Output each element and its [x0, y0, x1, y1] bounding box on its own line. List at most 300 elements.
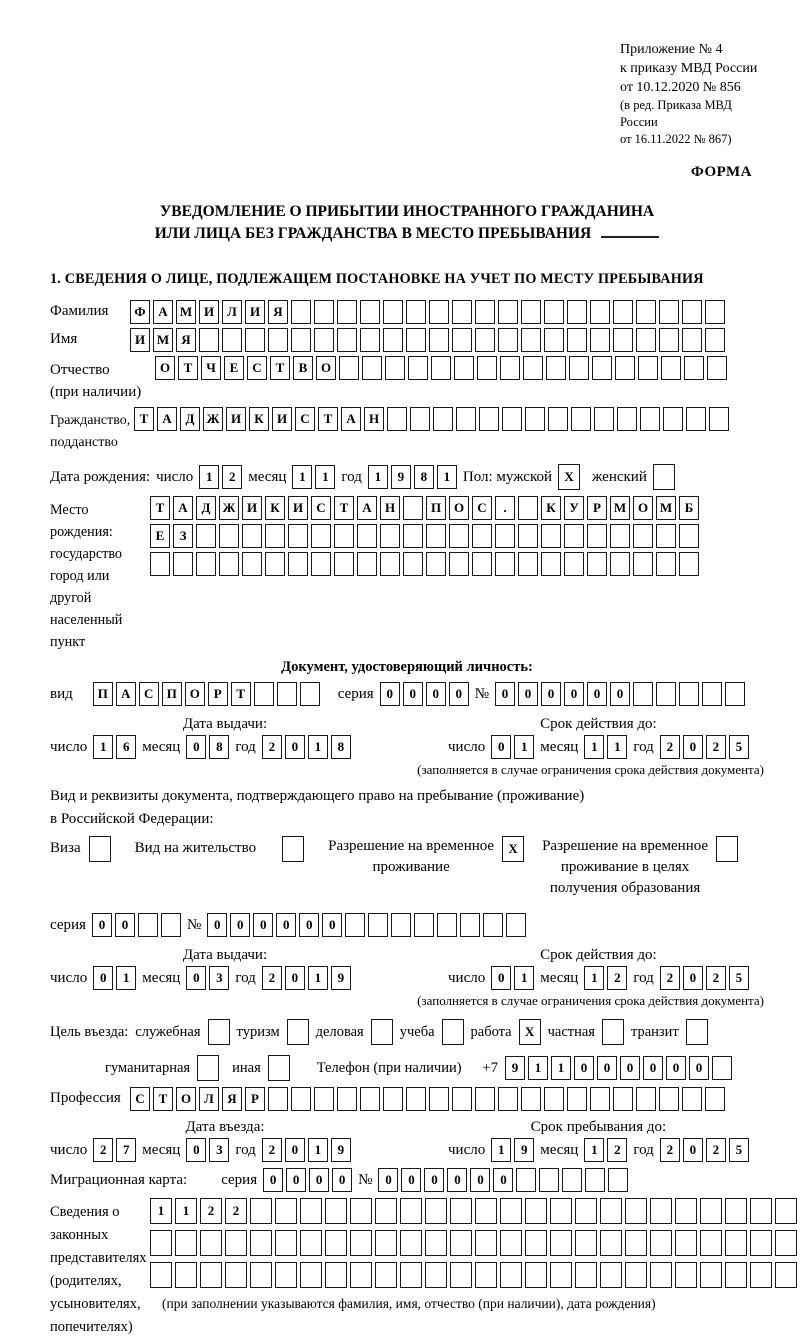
form-cell[interactable] [406, 300, 426, 324]
form-cell[interactable] [707, 356, 727, 380]
form-cell[interactable]: 0 [93, 966, 113, 990]
form-cell[interactable]: 0 [186, 1138, 206, 1162]
form-cell[interactable] [325, 1198, 347, 1224]
form-cell[interactable]: И [242, 496, 262, 520]
form-cell[interactable] [475, 328, 495, 352]
form-cell[interactable] [429, 328, 449, 352]
form-cell[interactable] [585, 1168, 605, 1192]
form-cell[interactable] [454, 356, 474, 380]
form-cell[interactable] [385, 356, 405, 380]
form-cell[interactable] [502, 407, 522, 431]
form-cell[interactable] [429, 1087, 449, 1111]
form-cell[interactable]: Б [679, 496, 699, 520]
form-cell[interactable]: Р [587, 496, 607, 520]
form-cell[interactable]: 0 [230, 913, 250, 937]
form-cell[interactable] [679, 524, 699, 548]
form-cell[interactable] [498, 1087, 518, 1111]
form-cell[interactable]: 0 [286, 1168, 306, 1192]
form-cell[interactable] [291, 328, 311, 352]
form-cell[interactable] [383, 300, 403, 324]
form-cell[interactable] [675, 1262, 697, 1288]
form-cell[interactable]: К [249, 407, 269, 431]
form-cell[interactable] [337, 1087, 357, 1111]
form-cell[interactable]: С [472, 496, 492, 520]
form-cell[interactable]: 0 [689, 1056, 709, 1080]
form-cell[interactable] [550, 1262, 572, 1288]
form-cell[interactable] [659, 328, 679, 352]
form-cell[interactable]: 0 [564, 682, 584, 706]
form-cell[interactable] [339, 356, 359, 380]
form-cell[interactable]: 0 [470, 1168, 490, 1192]
form-cell[interactable] [360, 1087, 380, 1111]
form-cell[interactable]: 1 [175, 1198, 197, 1224]
form-cell[interactable] [702, 682, 722, 706]
form-cell[interactable] [544, 300, 564, 324]
form-cell[interactable]: 0 [380, 682, 400, 706]
form-cell[interactable]: А [173, 496, 193, 520]
form-cell[interactable] [450, 1262, 472, 1288]
form-cell[interactable] [450, 1230, 472, 1256]
form-cell[interactable] [587, 552, 607, 576]
form-cell[interactable] [268, 1055, 290, 1081]
form-cell[interactable] [550, 1198, 572, 1224]
form-cell[interactable]: Т [231, 682, 251, 706]
form-cell[interactable] [659, 1087, 679, 1111]
form-cell[interactable] [138, 913, 158, 937]
form-cell[interactable] [325, 1230, 347, 1256]
form-cell[interactable] [684, 356, 704, 380]
form-cell[interactable] [288, 524, 308, 548]
form-cell[interactable] [500, 1198, 522, 1224]
form-cell[interactable] [400, 1198, 422, 1224]
form-cell[interactable]: В [293, 356, 313, 380]
form-cell[interactable] [700, 1262, 722, 1288]
form-cell[interactable] [403, 524, 423, 548]
form-cell[interactable]: Т [334, 496, 354, 520]
form-cell[interactable]: Я [222, 1087, 242, 1111]
form-cell[interactable] [300, 1198, 322, 1224]
form-cell[interactable] [380, 552, 400, 576]
form-cell[interactable]: И [199, 300, 219, 324]
form-cell[interactable]: 2 [706, 735, 726, 759]
form-cell[interactable] [200, 1262, 222, 1288]
form-cell[interactable]: С [247, 356, 267, 380]
form-cell[interactable]: А [116, 682, 136, 706]
form-cell[interactable] [700, 1198, 722, 1224]
form-cell[interactable] [472, 552, 492, 576]
form-cell[interactable]: 0 [597, 1056, 617, 1080]
form-cell[interactable]: 0 [426, 682, 446, 706]
form-cell[interactable] [712, 1056, 732, 1080]
form-cell[interactable] [575, 1262, 597, 1288]
form-cell[interactable]: 1 [93, 735, 113, 759]
form-cell[interactable]: 0 [332, 1168, 352, 1192]
form-cell[interactable] [350, 1262, 372, 1288]
form-cell[interactable] [525, 407, 545, 431]
form-cell[interactable] [219, 552, 239, 576]
form-cell[interactable]: 1 [528, 1056, 548, 1080]
form-cell[interactable] [725, 1230, 747, 1256]
form-cell[interactable]: 8 [331, 735, 351, 759]
form-cell[interactable] [525, 1262, 547, 1288]
form-cell[interactable]: 0 [643, 1056, 663, 1080]
form-cell[interactable] [686, 1019, 708, 1045]
form-cell[interactable]: 3 [209, 966, 229, 990]
form-cell[interactable] [636, 300, 656, 324]
form-cell[interactable] [750, 1230, 772, 1256]
form-cell[interactable] [277, 682, 297, 706]
form-cell[interactable] [567, 300, 587, 324]
form-cell[interactable] [562, 1168, 582, 1192]
form-cell[interactable] [544, 328, 564, 352]
form-cell[interactable]: X [558, 464, 580, 490]
form-cell[interactable] [633, 682, 653, 706]
form-cell[interactable] [208, 1019, 230, 1045]
form-cell[interactable] [682, 328, 702, 352]
form-cell[interactable]: О [176, 1087, 196, 1111]
form-cell[interactable]: Е [224, 356, 244, 380]
form-cell[interactable]: 2 [222, 465, 242, 489]
form-cell[interactable]: Е [150, 524, 170, 548]
form-cell[interactable]: 0 [491, 966, 511, 990]
form-cell[interactable] [311, 524, 331, 548]
form-cell[interactable]: 5 [729, 735, 749, 759]
form-cell[interactable] [495, 524, 515, 548]
form-cell[interactable] [638, 356, 658, 380]
form-cell[interactable] [546, 356, 566, 380]
form-cell[interactable]: 0 [610, 682, 630, 706]
form-cell[interactable] [314, 328, 334, 352]
form-cell[interactable]: Я [176, 328, 196, 352]
form-cell[interactable] [518, 496, 538, 520]
form-cell[interactable] [475, 1087, 495, 1111]
form-cell[interactable] [150, 1230, 172, 1256]
form-cell[interactable] [242, 524, 262, 548]
form-cell[interactable] [590, 328, 610, 352]
form-cell[interactable] [254, 682, 274, 706]
form-cell[interactable] [775, 1198, 797, 1224]
form-cell[interactable]: 1 [308, 735, 328, 759]
form-cell[interactable] [242, 552, 262, 576]
form-cell[interactable] [429, 300, 449, 324]
form-cell[interactable] [675, 1198, 697, 1224]
form-cell[interactable] [575, 1198, 597, 1224]
form-cell[interactable]: 1 [584, 735, 604, 759]
form-cell[interactable] [615, 356, 635, 380]
form-cell[interactable]: 0 [309, 1168, 329, 1192]
form-cell[interactable] [450, 1198, 472, 1224]
form-cell[interactable]: 0 [299, 913, 319, 937]
form-cell[interactable] [525, 1230, 547, 1256]
form-cell[interactable]: Ф [130, 300, 150, 324]
form-cell[interactable] [311, 552, 331, 576]
form-cell[interactable]: 0 [186, 735, 206, 759]
form-cell[interactable]: 2 [706, 1138, 726, 1162]
form-cell[interactable]: 9 [505, 1056, 525, 1080]
form-cell[interactable] [475, 300, 495, 324]
form-cell[interactable]: 9 [514, 1138, 534, 1162]
form-cell[interactable]: 1 [292, 465, 312, 489]
form-cell[interactable]: 0 [495, 682, 515, 706]
form-cell[interactable] [656, 552, 676, 576]
form-cell[interactable] [656, 524, 676, 548]
form-cell[interactable]: М [610, 496, 630, 520]
form-cell[interactable]: О [633, 496, 653, 520]
form-cell[interactable]: К [265, 496, 285, 520]
form-cell[interactable] [360, 328, 380, 352]
form-cell[interactable] [625, 1198, 647, 1224]
form-cell[interactable] [387, 407, 407, 431]
form-cell[interactable] [659, 300, 679, 324]
form-cell[interactable]: 0 [186, 966, 206, 990]
form-cell[interactable] [287, 1019, 309, 1045]
form-cell[interactable]: Т [270, 356, 290, 380]
form-cell[interactable]: X [519, 1019, 541, 1045]
form-cell[interactable] [705, 1087, 725, 1111]
form-cell[interactable] [610, 524, 630, 548]
form-cell[interactable] [636, 1087, 656, 1111]
form-cell[interactable]: 0 [587, 682, 607, 706]
form-cell[interactable] [89, 836, 111, 862]
form-cell[interactable] [431, 356, 451, 380]
form-cell[interactable] [775, 1262, 797, 1288]
form-cell[interactable]: 0 [574, 1056, 594, 1080]
form-cell[interactable] [300, 682, 320, 706]
form-cell[interactable]: О [155, 356, 175, 380]
form-cell[interactable] [625, 1262, 647, 1288]
form-cell[interactable] [426, 524, 446, 548]
form-cell[interactable]: П [162, 682, 182, 706]
form-cell[interactable]: 0 [115, 913, 135, 937]
form-cell[interactable]: Я [268, 300, 288, 324]
form-cell[interactable] [661, 356, 681, 380]
form-cell[interactable] [375, 1262, 397, 1288]
form-cell[interactable] [360, 300, 380, 324]
form-cell[interactable] [314, 300, 334, 324]
form-cell[interactable] [705, 328, 725, 352]
form-cell[interactable] [725, 1198, 747, 1224]
form-cell[interactable] [636, 328, 656, 352]
form-cell[interactable] [640, 407, 660, 431]
form-cell[interactable] [521, 1087, 541, 1111]
form-cell[interactable] [600, 1198, 622, 1224]
form-cell[interactable] [472, 524, 492, 548]
form-cell[interactable]: 0 [518, 682, 538, 706]
form-cell[interactable]: 0 [276, 913, 296, 937]
form-cell[interactable] [199, 328, 219, 352]
form-cell[interactable] [610, 552, 630, 576]
form-cell[interactable] [548, 407, 568, 431]
form-cell[interactable]: Д [196, 496, 216, 520]
form-cell[interactable]: 3 [209, 1138, 229, 1162]
form-cell[interactable]: С [295, 407, 315, 431]
form-cell[interactable]: 6 [116, 735, 136, 759]
form-cell[interactable] [362, 356, 382, 380]
form-cell[interactable]: М [176, 300, 196, 324]
form-cell[interactable]: 0 [378, 1168, 398, 1192]
form-cell[interactable]: 0 [285, 1138, 305, 1162]
form-cell[interactable] [300, 1262, 322, 1288]
form-cell[interactable]: 0 [449, 682, 469, 706]
form-cell[interactable] [775, 1230, 797, 1256]
form-cell[interactable] [675, 1230, 697, 1256]
form-cell[interactable]: И [130, 328, 150, 352]
form-cell[interactable]: О [185, 682, 205, 706]
form-cell[interactable] [425, 1198, 447, 1224]
form-cell[interactable] [250, 1230, 272, 1256]
form-cell[interactable] [452, 300, 472, 324]
form-cell[interactable] [452, 1087, 472, 1111]
form-cell[interactable] [150, 552, 170, 576]
form-cell[interactable] [656, 682, 676, 706]
form-cell[interactable] [175, 1230, 197, 1256]
form-cell[interactable] [600, 1230, 622, 1256]
form-cell[interactable]: О [449, 496, 469, 520]
form-cell[interactable] [475, 1198, 497, 1224]
form-cell[interactable]: Т [153, 1087, 173, 1111]
form-cell[interactable]: 8 [414, 465, 434, 489]
form-cell[interactable] [613, 328, 633, 352]
form-cell[interactable]: 1 [514, 966, 534, 990]
form-cell[interactable]: 1 [315, 465, 335, 489]
form-cell[interactable] [456, 407, 476, 431]
form-cell[interactable] [175, 1262, 197, 1288]
form-cell[interactable] [564, 524, 584, 548]
form-cell[interactable] [541, 524, 561, 548]
form-cell[interactable] [442, 1019, 464, 1045]
form-cell[interactable]: 1 [551, 1056, 571, 1080]
form-cell[interactable]: 1 [116, 966, 136, 990]
form-cell[interactable] [375, 1230, 397, 1256]
form-cell[interactable] [498, 328, 518, 352]
form-cell[interactable]: И [272, 407, 292, 431]
form-cell[interactable] [403, 552, 423, 576]
form-cell[interactable]: Н [364, 407, 384, 431]
form-cell[interactable] [425, 1262, 447, 1288]
form-cell[interactable]: 0 [683, 735, 703, 759]
form-cell[interactable]: С [130, 1087, 150, 1111]
form-cell[interactable]: 2 [660, 735, 680, 759]
form-cell[interactable]: 0 [403, 682, 423, 706]
form-cell[interactable] [590, 300, 610, 324]
form-cell[interactable]: 0 [541, 682, 561, 706]
form-cell[interactable]: 2 [607, 1138, 627, 1162]
form-cell[interactable]: 1 [150, 1198, 172, 1224]
form-cell[interactable]: Т [178, 356, 198, 380]
form-cell[interactable] [325, 1262, 347, 1288]
form-cell[interactable] [449, 552, 469, 576]
form-cell[interactable] [498, 300, 518, 324]
form-cell[interactable] [275, 1198, 297, 1224]
form-cell[interactable] [408, 356, 428, 380]
form-cell[interactable]: Т [318, 407, 338, 431]
form-cell[interactable]: Н [380, 496, 400, 520]
form-cell[interactable] [567, 328, 587, 352]
form-cell[interactable] [500, 356, 520, 380]
form-cell[interactable] [523, 356, 543, 380]
form-cell[interactable]: 0 [92, 913, 112, 937]
form-cell[interactable] [477, 356, 497, 380]
form-cell[interactable]: 1 [584, 1138, 604, 1162]
form-cell[interactable]: П [426, 496, 446, 520]
form-cell[interactable] [350, 1230, 372, 1256]
form-cell[interactable] [608, 1168, 628, 1192]
form-cell[interactable] [686, 407, 706, 431]
form-cell[interactable] [268, 1087, 288, 1111]
form-cell[interactable] [705, 300, 725, 324]
form-cell[interactable] [196, 524, 216, 548]
form-cell[interactable]: Т [150, 496, 170, 520]
form-cell[interactable]: 2 [660, 1138, 680, 1162]
form-cell[interactable] [613, 300, 633, 324]
form-cell[interactable] [592, 356, 612, 380]
form-cell[interactable] [650, 1198, 672, 1224]
form-cell[interactable]: Т [134, 407, 154, 431]
form-cell[interactable] [150, 1262, 172, 1288]
form-cell[interactable] [219, 524, 239, 548]
form-cell[interactable] [525, 1198, 547, 1224]
form-cell[interactable] [567, 1087, 587, 1111]
form-cell[interactable] [539, 1168, 559, 1192]
form-cell[interactable]: 2 [607, 966, 627, 990]
form-cell[interactable] [275, 1230, 297, 1256]
form-cell[interactable]: Ч [201, 356, 221, 380]
form-cell[interactable] [663, 407, 683, 431]
form-cell[interactable]: С [139, 682, 159, 706]
form-cell[interactable] [679, 682, 699, 706]
form-cell[interactable] [173, 552, 193, 576]
form-cell[interactable]: 5 [729, 1138, 749, 1162]
form-cell[interactable]: 0 [683, 966, 703, 990]
form-cell[interactable]: 7 [116, 1138, 136, 1162]
form-cell[interactable]: И [245, 300, 265, 324]
form-cell[interactable]: А [153, 300, 173, 324]
form-cell[interactable] [380, 524, 400, 548]
form-cell[interactable] [268, 328, 288, 352]
form-cell[interactable]: К [541, 496, 561, 520]
form-cell[interactable] [594, 407, 614, 431]
form-cell[interactable] [653, 464, 675, 490]
form-cell[interactable] [282, 836, 304, 862]
form-cell[interactable] [250, 1198, 272, 1224]
form-cell[interactable] [275, 1262, 297, 1288]
form-cell[interactable] [475, 1230, 497, 1256]
form-cell[interactable] [633, 552, 653, 576]
form-cell[interactable]: 1 [199, 465, 219, 489]
form-cell[interactable] [400, 1230, 422, 1256]
form-cell[interactable]: 0 [620, 1056, 640, 1080]
form-cell[interactable] [197, 1055, 219, 1081]
form-cell[interactable]: 0 [447, 1168, 467, 1192]
form-cell[interactable] [449, 524, 469, 548]
form-cell[interactable]: 0 [491, 735, 511, 759]
form-cell[interactable] [406, 328, 426, 352]
form-cell[interactable]: 2 [225, 1198, 247, 1224]
form-cell[interactable]: С [311, 496, 331, 520]
form-cell[interactable]: 2 [262, 1138, 282, 1162]
form-cell[interactable]: М [656, 496, 676, 520]
form-cell[interactable] [368, 913, 388, 937]
form-cell[interactable] [541, 552, 561, 576]
form-cell[interactable] [334, 552, 354, 576]
form-cell[interactable] [518, 552, 538, 576]
form-cell[interactable] [679, 552, 699, 576]
form-cell[interactable]: 0 [401, 1168, 421, 1192]
form-cell[interactable]: Л [222, 300, 242, 324]
form-cell[interactable]: 0 [322, 913, 342, 937]
form-cell[interactable] [500, 1230, 522, 1256]
form-cell[interactable] [544, 1087, 564, 1111]
